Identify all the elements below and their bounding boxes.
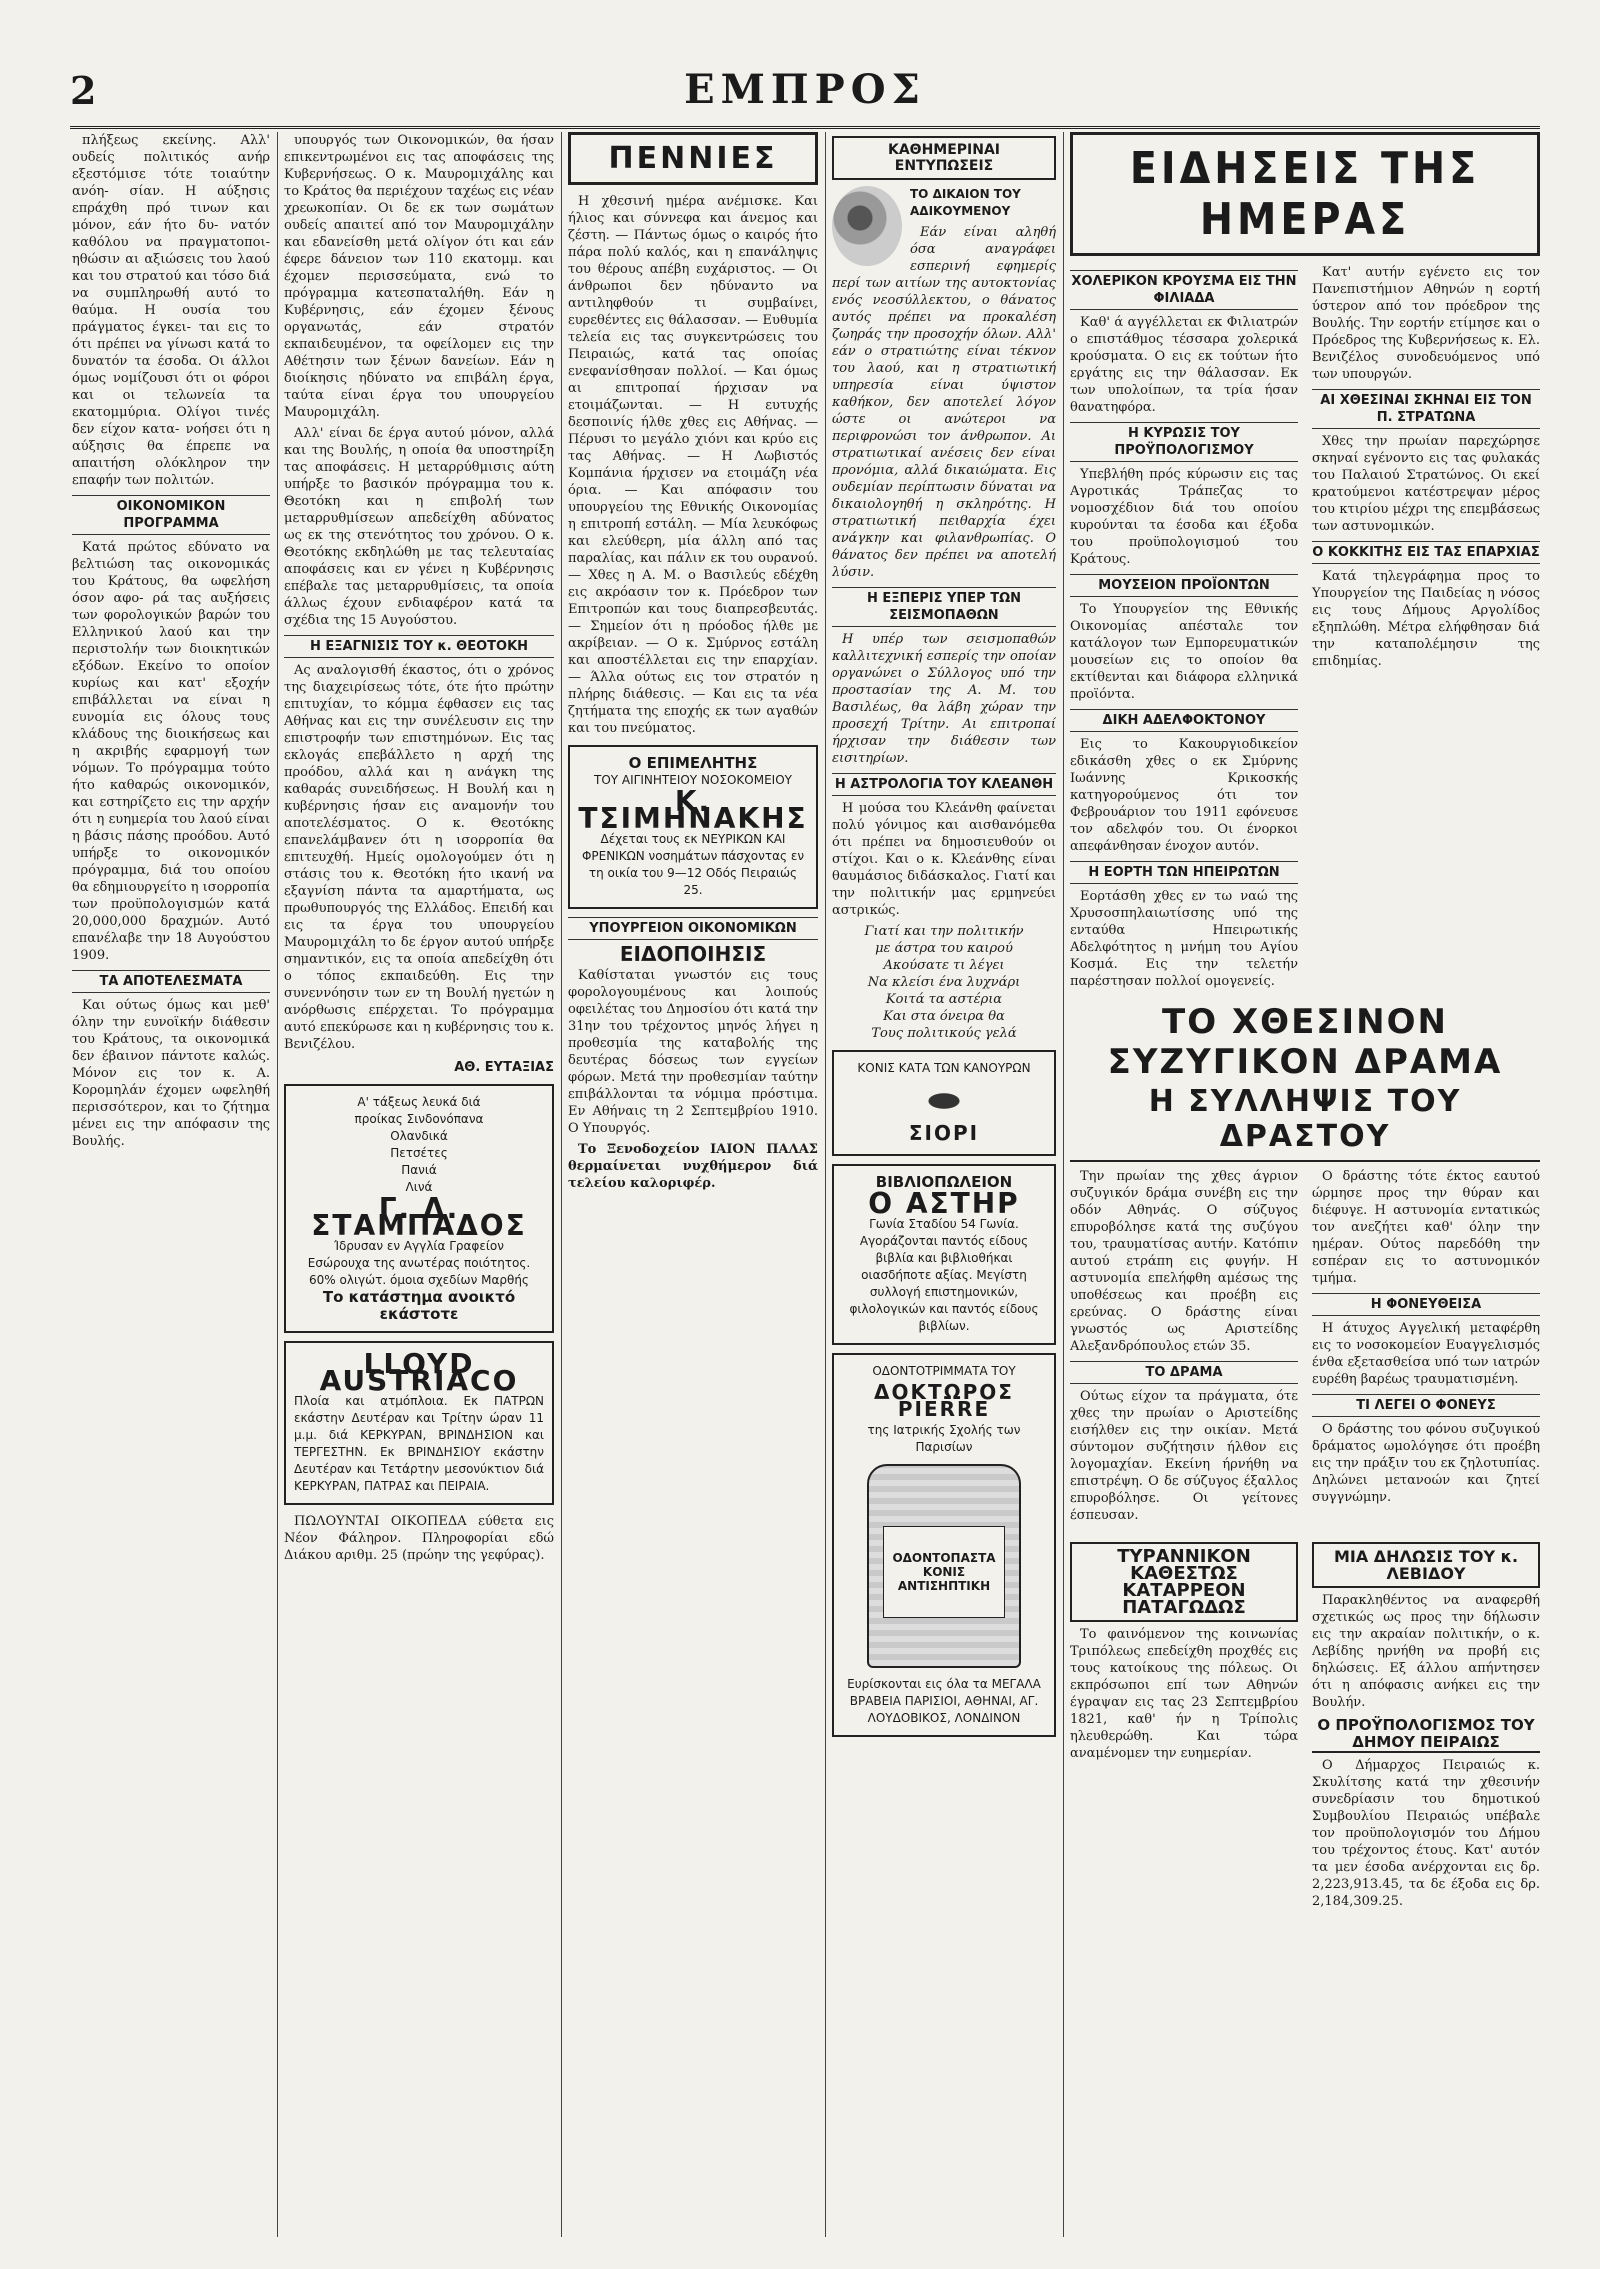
section-heading: ΤΟ ΔΙΚΑΙΟΝ ΤΟΥ ΑΔΙΚΟΥΜΕΝΟΥ <box>910 187 1021 218</box>
lower-right <box>1312 1536 1540 1914</box>
ad-line: Λινά <box>405 1180 433 1194</box>
article-text: Το Υπουργείον της Εθνικής Οικονομίας απέσταλε τον κατάλογον των Εμπορευματικών μουσείων εις το οποίον θα εκτίθενται και διάφορα ελληνικά προϊόντα. <box>1070 602 1298 702</box>
article-text: Ο δράστης τότε έκτος εαυτού ώρμησε προς την θύραν και διέφυγε. Η αστυνομία εντατικώς τον ανεζήτει καθ' όλην την ημέραν. Ούτος παρεδόθη την εσπέραν εις το αστυνομικόν τμήμα. <box>1312 1169 1540 1286</box>
advertisement-siori <box>832 1050 1056 1156</box>
ad-body: Γωνία Σταδίου 54 Γωνία. Αγοράζονται παντός είδους βιβλία και βιβλιοθήκαι οιασδήποτε αξίας. Μεγίστη συλλογή επιστημονικών, φιλολογικών και παντός είδους βιβλίων. <box>849 1217 1039 1333</box>
article-text: ΠΩΛΟΥΝΤΑΙ ΟΙΚΟΠΕΔΑ εύθετα εις Νέον Φάληρον. Πληροφορίαι εδώ Διάκου αριθμ. 25 (πρώην της γεφύρας). <box>284 1514 554 1563</box>
article-text: Και ούτως όμως και μεθ' όλην την ευνοϊκήν διάθεσιν του Κράτους, τα οικονομικά δεν έβαινον πάντοτε καλώς. Μόνον εις τον κ. Α. Κορομηλάν έχομεν ωφεληθή περισσότερον, και το ζήτημα μένει εις την απόφασιν της Βουλής. <box>72 998 270 1149</box>
ad-line: προίκας Σινδονόπανα <box>354 1112 484 1126</box>
poem-line: Και στα όνειρα θα <box>883 1009 1005 1024</box>
article-text: Καθ' ά αγγέλλεται εκ Φιλιατρών ο επιστάθμος τέσσαρα χολερικά κρούσματα. Ο εις εκ τούτων ήτο εργάτης εις την θάλασσαν. Εκ των υπολοίπων, τα τρία ήσαν θανατηφόρα. <box>1070 315 1298 415</box>
ad-line: Πετσέτες <box>390 1146 448 1160</box>
article-text: Αλλ' είναι δε έργα αυτού μόνον, αλλά και της Βουλής, η οποία θα υποστηρίξη τας αποφάσεις. Η μεταρρύθμισις αύτη υπήρξε το βασικόν πρόγραμμα του κ. Θεοτόκη και η επιβολή των μεταρρυθμίσεων απεδείχθη αδύνατος ως εκ της στενότητος του χρόνου. Ο κ. Θεοτόκης εκδηλώθη με τας τελευταίας αποφάσεις και εν γένει η Κυβέρνησις επέβαλε τας μεταρρυθμίσεις, τα οποία άλλως έχουν ενδιαφέρον κατά τα σχέδια της 15 Αυγούστου. <box>284 426 554 628</box>
article-text: Κατά τηλεγράφημα προς το Υπουργείον της Παιδείας η νόσος εις τους Δήμους Αργολίδος εξηπλώθη. Μέτρα ελήφθησαν διά την καταπολέμησιν της επιδημίας. <box>1312 569 1540 669</box>
section-heading: Η ΕΞΑΓΝΙΣΙΣ ΤΟΥ κ. ΘΕΟΤΟΚΗ <box>284 635 554 658</box>
hotel-notice: Το Ξενοδοχείον ΙΑΙΟΝ ΠΑΛΑΣ θερμαίνεται νυχθήμερον διά τελείου καλοριφέρ. <box>568 1142 818 1191</box>
column-rule <box>561 132 562 2237</box>
section-heading: Η ΚΥΡΩΣΙΣ ΤΟΥ ΠΡΟΫΠΟΛΟΓΙΣΜΟΥ <box>1070 422 1298 462</box>
ad-body: Πλοία και ατμόπλοια. Εκ ΠΑΤΡΩΝ εκάστην Δευτέραν και Τρίτην ώραν 11 μ.μ. διά ΚΕΡΚΥΡΑΝ, ΒΡΙΝΔΗΣΙΟΝ και ΤΕΡΓΕΣΤΗΝ. Εκ ΒΡΙΝΔΗΣΙΟΥ εκάστην Δευτέραν και Τετάρτην μεσονύκτιον διά ΚΕΡΚΥΡΑΝ, ΠΑΤΡΑΣ και ΠΕΙΡΑΙΑ. <box>294 1394 544 1493</box>
section-heading: ΟΙΚΟΝΟΜΙΚΟΝ ΠΡΟΓΡΑΜΜΑ <box>72 495 270 535</box>
article-text: Ο δράστης του φόνου συζυγικού δράματος ωμολόγησε ότι προέβη εις την πράξιν του εκ ζηλοτυπίας. Δηλώνει μετανοών και ζητεί συγγνώμην. <box>1312 1422 1540 1505</box>
section-heading: ΤΥΡΑΝΝΙΚΟΝ ΚΑΘΕΣΤΩΣ ΚΑΤΑΡΡΕΟΝ ΠΑΤΑΓΩΔΩΣ <box>1070 1542 1298 1622</box>
ad-sub: ΤΟΥ ΑΙΓΙΝΗΤΕΙΟΥ ΝΟΣΟΚΟΜΕΙΟΥ <box>594 773 792 787</box>
article-text: Παρακληθέντος να αναφερθή σχετικώς ως προς την δήλωσιν εις την ακραίαν πολιτικήν, ο κ. Λεβίδης ηρνήθη να προβή εις δηλώσεις. Εξ άλλου απήντησεν ότι η απόφασις ανήκει εις την Βουλήν. <box>1312 1593 1540 1710</box>
news-right <box>1312 264 1540 994</box>
bottle-illustration <box>867 1464 1021 1668</box>
poem-line: Τους πολιτικούς γελά <box>871 1026 1017 1041</box>
article-text: Χθες την πρωίαν παρεχώρησε σκηναί εγένοντο εις τας φυλακάς του Παλαιού Στρατώνος. Οι εκεί κρατούμενοι κατέστρεψαν μέρος του κτιρίου μέχρι της επεμβάσεως των αστυνομικών. <box>1312 434 1540 534</box>
article-text: Την πρωίαν της χθες άγριον συζυγικόν δράμα συνέβη εις την οδόν Αθηνάς. Ο σύζυγος επυροβόλησε κατά της συζύγου του, τραυματίσας αυτήν. Κατόπιν αυτού ετράπη εις φυγήν. Η αστυνομία επελήφθη αμέσως της υποθέσεως και προέβη εις ερεύνας. Ο δράστης είναι γνωστός ως Αριστείδης Αλεξανδρόπουλος ετών 35. <box>1070 1169 1298 1354</box>
ad-tail: Το κατάστημα ανοικτό εκάστοτε <box>322 1288 516 1323</box>
ad-line: Α' τάξεως λευκά διά <box>357 1095 481 1109</box>
bottle-label: ΟΔΟΝΤΟΠΑΣΤΑ ΚΟΝΙΣ ΑΝΤΙΣΗΠΤΙΚΗ <box>883 1526 1005 1618</box>
article-text: Η χθεσινή ημέρα ανέμισκε. Και ήλιος και σύννεφα και άνεμος και ζέστη. — Πάντως όμως ο καιρός ήτο πάρα πολύ καλός, και η επανάληψις του θέρους απέβη ευχάριστος. — Οι άνθρωποι δεν ηδύναντο να αντιληφθούν τι συμβαίνει, ευρεθέντες εις θάλασσαν. — Ευθυμία τελεία εις τας συγκεντρώσεις του Πειραιώς, κατά τας οποίας ενεφανίσθησαν πολλοί. — Και όμως αι επιτροπαί ήρχισαν να ετοιμάζωνται. — Η ευτυχής δεσποινίς ήλθε χθες εις Αθήνας. — Πέρυσι το μεγάλο χιόνι και κρύο εις τας Αθήνας. — Η Λωβιστός Κομπάνια ήρχισεν να ετοιμάζη νέα όρια. — Και απόφασιν του υπουργείου της Εθνικής Οικονομίας η επιτροπή εστάλη. — Μία λευκόφως και ελεύθερη, μία άλλη από τας παραλίας, και πάλιν εκ του ουρανού. — Χθες η Α. Μ. ο Βασιλεύς εδέχθη εις ακρόασιν τον κ. Πρόεδρον των Επιτροπών και τους διαπρεσβευτάς. — Σημείον ότι η πρόοδος ήλθε με ακρίβειαν. — Ο κ. Σμύρνος εστάλη και αποστέλλεται εις την επαρχίαν. — Άλλα ούτως εις τον στρατόν η πλήρης διάθεσις. — Και εις τα νέα ζητήματα της εποχής εκ των αγαθών και του πνεύματος. <box>568 194 818 736</box>
article-text: Η υπέρ των σεισμοπαθών καλλιτεχνική εσπερίς την οποίαν οργανώνει ο Σύλλογος υπό την προστασίαν της Α. Μ. του Βασιλέως, θα λάβη χώραν την προσεχή Τρίτην. Αι επιτροπαί ήρχισαν την διάθεσιν των εισιτηρίων. <box>832 632 1056 766</box>
article-text: Εορτάσθη χθες εν τω ναώ της Χρυσοσπηλαιωτίσσης υπό της ενταύθα Ηπειρωτικής Αδελφότητος η μνήμη του Αγίου Κοσμά. Εις την τελετήν παρέστησαν πολλοί ομογενείς. <box>1070 889 1298 989</box>
drama-left <box>1070 1168 1298 1528</box>
article-text: Ο Δήμαρχος Πειραιώς κ. Σκυλίτσης κατά την χθεσινήν συνεδρίασιν του δημοτικού Συμβουλίου Πειραιώς υπέβαλε τον προϋπολογισμόν του Δήμου του τρέχοντος έτους. Κατ' αυτόν τα μεν έσοδα ανέρχονται εις δρ. 2,223,913.45, τα δε έξοδα εις δρ. 2,184,309.25. <box>1312 1758 1540 1909</box>
ad-name: ΔΟΚΤΩΡΟΣ PIERRE <box>874 1380 1014 1421</box>
advertisement-bookshop <box>832 1164 1056 1345</box>
section-heading: ΑΙ ΧΘΕΣΙΝΑΙ ΣΚΗΝΑΙ ΕΙΣ ΤΟΝ Π. ΣΤΡΑΤΩΝΑ <box>1312 389 1540 429</box>
column-5 <box>1070 132 1540 2237</box>
signature: ΑΘ. ΕΥΤΑΞΙΑΣ <box>454 1060 554 1075</box>
peacock-illustration <box>832 186 902 266</box>
notices-heading: ΕΙΔΟΠΟΙΗΣΙΣ <box>619 942 767 966</box>
poem-line: Να κλείσι ένα λυχνάρι <box>867 975 1021 990</box>
poem-line: με άστρα του καιρού <box>875 941 1013 956</box>
ad-sub: της Ιατρικής Σχολής των Παρισίων <box>867 1423 1021 1454</box>
column-2 <box>284 132 554 2237</box>
advertisement-toothpowder <box>832 1353 1056 1737</box>
ad-title: ΒΙΒΛΙΟΠΩΛΕΙΟΝ <box>875 1173 1013 1191</box>
newspaper-title: ΕΜΠΡΟΣ <box>684 66 926 113</box>
ad-sub: Ίδρυσαν εν Αγγλία Γραφείον <box>334 1239 504 1253</box>
ad-name: Κ. ΤΣΙΜΗΝΑΚΗΣ <box>578 785 808 835</box>
page-number: 2 <box>70 68 97 113</box>
drama-headline: ΤΟ ΧΘΕΣΙΝΟΝ ΣΥΖΥΓΙΚΟΝ ΔΡΑΜΑ <box>1107 1002 1503 1082</box>
column-rule <box>277 132 278 2237</box>
lower-grid <box>1070 1536 1540 1914</box>
ad-body: Ευρίσκονται εις όλα τα ΜΕΓΑΛΑ ΒΡΑΒΕΙΑ ΠΑΡΙΣΙΟΙ, ΑΘΗΝΑΙ, ΑΓ. ΛΟΥΔΟΒΙΚΟΣ, ΛΟΝΔΙΝΟΝ <box>847 1677 1041 1725</box>
ad-line: ΚΟΝΙΣ ΚΑΤΑ ΤΩΝ ΚΑΝΟΥΡΩΝ <box>857 1061 1031 1075</box>
article-text: Υπεβλήθη πρός κύρωσιν εις τας Αγροτικάς Τράπεζας το νομοσχέδιον διά του οποίου κυρούνται τα έσοδα και έξοδα του προϋπολογισμού του Κράτους. <box>1070 467 1298 567</box>
article-text: Η μούσα του Κλεάνθη φαίνεται πολύ γόνιμος και αισθανόμεθα ότι πρέπει να δημοσιευθούν οι στίχοι. Και ο κ. Κλεάνθης είναι θαυμάσιος διδάσκαλος. Γιατί και την πολιτικήν μας ερμηνεύει αστρικώς. <box>832 801 1056 918</box>
section-heading: Η ΦΟΝΕΥΘΕΙΣΑ <box>1312 1293 1540 1316</box>
section-heading: Η ΕΞΠΕΡΙΣ ΥΠΕΡ ΤΩΝ ΣΕΙΣΜΟΠΑΘΩΝ <box>832 587 1056 627</box>
section-heading: Η ΕΟΡΤΗ ΤΩΝ ΗΠΕΙΡΩΤΩΝ <box>1070 861 1298 884</box>
ad-name: ΣΙΟΡΙ <box>908 1121 980 1145</box>
ad-line: ΟΔΟΝΤΟΤΡΙΜΜΑΤΑ ΤΟΥ <box>872 1364 1016 1378</box>
article-text: Ούτως είχον τα πράγματα, ότε χθες την πρωίαν ο Αριστείδης εισήλθεν εις την οικίαν. Μετά σύντομον συζήτησιν ήλθον εις λογομαχίαν. Εκείνη ήρνήθη να επιστρέψη. Ο δε σύζυγος έξαλλος επυροβόλησε. Οι γείτονες έσπευσαν. <box>1070 1389 1298 1523</box>
drama-grid <box>1070 1168 1540 1528</box>
ad-line: Ολανδικά <box>390 1129 448 1143</box>
article-text: Η άτυχος Αγγελική μεταφέρθη εις το νοσοκομείον Ευαγγελισμός ένθα εξετασθείσα υπό των ιατρών ευρέθη βαρέως τραυματισμένη. <box>1312 1321 1540 1387</box>
lower-left <box>1070 1536 1298 1914</box>
article-text: Κατά πρώτος εδύνατο να βελτιώση τας οικονομικάς του Κράτους, θα ωφελήση όσον αφο- ρά τας αυξήσεις των φορολογικών βαρών του Ελληνικού λαού και την περιστολήν των διοικητικών εξόδων. Εκείνο το οποίον κυρίως και κατ' εξοχήν επιβάλλεται να είναι η ευνομία εις όλους τους κλάδους της διοικήσεως και η ακριβής εφαρμογή των νόμων. Το πρόγραμμα τούτο ήτο καθαρώς οικονομικόν, και εστηρίζετο εις την αρχήν ότι η ευημερία του λαού είναι η βάσις πάσης προόδου. Αυτό υπήρξε το οικονομικόν πρόγραμμα, διά του οποίου θα εδημιουργείτο η ισορροπία των προϋπολογισμών κατά 20,000,000 δραχμών. Αυτό επανέλαβε την 18 Αυγούστου 1909. <box>72 540 270 963</box>
section-heading: ΜΟΥΣΕΙΟΝ ΠΡΟΪΟΝΤΩΝ <box>1070 574 1298 597</box>
section-heading: Ο ΠΡΟΫΠΟΛΟΓΙΣΜΟΣ ΤΟΥ ΔΗΜΟΥ ΠΕΙΡΑΙΩΣ <box>1312 1717 1540 1753</box>
news-grid <box>1070 264 1540 994</box>
poem-line: Ακούσατε τι λέγει <box>883 958 1005 973</box>
section-heading: ΔΙΚΗ ΑΔΕΛΦΟΚΤΟΝΟΥ <box>1070 709 1298 732</box>
pennies-title: ΠΕΝΝΙΕΣ <box>568 132 818 185</box>
news-banner: ΕΙΔΗΣΕΙΣ ΤΗΣ ΗΜΕΡΑΣ <box>1070 132 1540 256</box>
section-heading: Ο ΚΟΚΚΙΤΗΣ ΕΙΣ ΤΑΣ ΕΠΑΡΧΙΑΣ <box>1312 541 1540 564</box>
section-heading: ΤΟ ΔΡΑΜΑ <box>1070 1361 1298 1384</box>
masthead <box>70 60 1540 129</box>
ad-title: Ο ΕΠΙΜΕΛΗΤΗΣ <box>628 754 758 772</box>
column-4 <box>832 132 1056 2237</box>
section-heading: ΤΙ ΛΕΓΕΙ Ο ΦΟΝΕΥΣ <box>1312 1394 1540 1417</box>
ad-name: Γ. Δ. ΣΤΑΜΠΑΔΟΣ <box>311 1192 527 1242</box>
article-text: πλήξεως εκείνης. Αλλ' ουδείς πολιτικός ανήρ εξεστόμισε τότε τοιαύτην ανόη- σίαν. Η αύξησις επράχθη πρό τινων και μόνον, εάν ήτο δυ- νατόν καθόλου να πραγματοποι- ηθώσιν αι αξιώσεις του λαού και του στρατού και τόσο διά να συμπληρωθή αυτό το θαύμα. Η ουσία του πράγματος έγκει- ται εις το ότι πρέπει να γίνωσι κατά το δυνατόν τα έσοδα. Οι άλλοι όμως νομίζουσι ότι οι φόροι και οι τελωνεία τα εκατομμύρια. Ολίγοι τινές δεν είχον κατα- νοήσει ότι η αύξησις θα έπρεπε να απαιτήση ολόκληρον την επαφήν των πολιτών. <box>72 133 270 488</box>
advertisement-lloyd <box>284 1341 554 1505</box>
poem-line: Κοιτά τα αστέρια <box>885 992 1003 1007</box>
drama-right <box>1312 1168 1540 1528</box>
ad-body: Δέχεται τους εκ ΝΕΥΡΙΚΩΝ ΚΑΙ ΦΡΕΝΙΚΩΝ νοσημάτων πάσχοντας εν τη οικία του 9—12 Οδός Πειραιώς 25. <box>581 832 805 897</box>
column-3 <box>568 132 818 2237</box>
drama-subheadline: Η ΣΥΛΛΗΨΙΣ ΤΟΥ ΔΡΑΣΤΟΥ <box>1070 1084 1540 1162</box>
news-left <box>1070 264 1298 994</box>
ad-name: Ο ΑΣΤΗΡ <box>868 1187 1020 1220</box>
article-text: Εις το Κακουργιοδικείον εδικάσθη χθες ο εκ Σμύρνης Ιωάννης Κρικοσκής κατηγορούμενος ότι τον Φεβρουάριον του 1911 εφόνευσε τον αδελφόν του. Οι ένορκοι απεφάνθησαν ένοχον αυτόν. <box>1070 737 1298 854</box>
advertisement-stampados <box>284 1084 554 1333</box>
section-heading: ΜΙΑ ΔΗΛΩΣΙΣ ΤΟΥ κ. ΛΕΒΙΔΟΥ <box>1312 1542 1540 1588</box>
column-1 <box>72 132 270 2237</box>
article-text: Το φαινόμενον της κοινωνίας Τριπόλεως επεδείχθη προχθές εις τους κατοίκους της πόλεως. Οι εκπρόσωποι επί των Αθηνών έγραψαν εις τας 23 Σεπτεμβρίου 1821, καθ' ήν η Τρίπολις ηλευθερώθη. Και τώρα αναμένομεν την ευημερίαν. <box>1070 1627 1298 1761</box>
ad-name: LLOYD AUSTRIACO <box>319 1347 519 1397</box>
article-text: Εάν είναι αληθή όσα αναγράφει εσπερινή εφημερίς περί των αιτίων της αυτοκτονίας ενός νεοσύλλεκτου, ο θάνατος αυτός πρέπει να προκαλέση ζωηράς την προσοχήν όλων. Αλλ' εάν ο στρατιώτης είναι τέκνον του λαού, και η στρατιωτική υπηρεσία είναι ύψιστον καθήκον, δεν αποτελεί λόγον ώστε οι ανώτεροι να περιφρονώσι τον άνθρωπον. Αι στρατιωτικαί ανέσεις δεν είναι προνόμια, αλλά δικαιώματα. Εις ουδεμίαν περίπτωσιν δύναται να δικαιολογηθή η σκληρότης. Η στρατιωτική πειθαρχία έχει ανάγκην και φιλανθρωπίας. Ο θάνατος δεν πρέπει να αποτελή λύσιν. <box>832 225 1056 580</box>
section-heading: ΤΑ ΑΠΟΤΕΛΕΣΜΑΤΑ <box>72 970 270 993</box>
section-heading: ΧΟΛΕΡΙΚΟΝ ΚΡΟΥΣΜΑ ΕΙΣ ΤΗΝ ΦΙΛΙΑΔΑ <box>1070 270 1298 310</box>
advertisement-doctor <box>568 745 818 909</box>
section-heading: Η ΑΣΤΡΟΛΟΓΙΑ ΤΟΥ ΚΛΕΑΝΘΗ <box>832 773 1056 796</box>
ad-line: Πανιά <box>401 1163 437 1177</box>
bug-icon <box>904 1081 984 1121</box>
column-rule <box>825 132 826 2237</box>
poem-line: Γιατί και την πολιτικήν <box>864 924 1024 939</box>
impressions-title: ΚΑΘΗΜΕΡΙΝΑΙ ΕΝΤΥΠΩΣΕΙΣ <box>832 136 1056 180</box>
article-text: Κατ' αυτήν εγένετο εις τον Πανεπιστήμιον Αθηνών η εορτή ύστερον από τον πρόεδρον της Βουλής. Την εορτήν ετίμησε και ο Πρόεδρος της Κυβερνήσεως κ. Ελ. Βενιζέλος συνοδευόμενος υπό των υπουργών. <box>1312 265 1540 382</box>
ad-body: Εσώρουχα της ανωτέρας ποιότητος. 60% ολιγώτ. όμοια σχεδίων Μαρθής <box>307 1256 531 1287</box>
column-rule <box>1063 132 1064 2237</box>
poem <box>832 923 1056 1042</box>
ministry-heading: ΥΠΟΥΡΓΕΙΟΝ ΟΙΚΟΝΟΜΙΚΩΝ <box>568 917 818 940</box>
article-text: Ας αναλογισθή έκαστος, ότι ο χρόνος της διαχειρίσεως τότε, ότε ήτο πρώτην επιτυχίαν, το κόμμα έφθασεν εις τας Αθήνας και εις την συνέλευσιν εις την επιστροφήν των επιστημόνων. Εις τας εκλογάς επεβάλλετο η αρχή της προόδου, αλλά και η ανάγκη της καθαράς συνειδήσεως. Η Βουλή και η κυβέρνησις ήσαν εις αναμονήν του αποτελέσματος. Ο κ. Θεοτόκης επανελάμβανεν ότι η ισορροπία θα επιτευχθή. Ημείς ομολογούμεν ότι η στάσις του κ. Θεοτόκη ήτο ικανή να εξαγνίση πάντα τα αμαρτήματα, ως πρωθυπουργός της Ελλάδος. Επειδή και εις τα έργα του υπουργείου Μαυρομιχάλη το δε έργον αυτού υπήρξε σημαντικόν, εις τα οποία απεδείχθη ότι ο τόπος εκπαιδεύθη. Εις την συνεννόησιν των εν τη Βουλή ηγετών η ανόρθωσις επέρχεται. Το πρόγραμμα αυτό επεκύρωσε και η κυβέρνησις του κ. Βενιζέλου. <box>284 663 554 1052</box>
article-text: Καθίσταται γνωστόν εις τους φορολογουμένους και λοιπούς οφειλέτας του Δημοσίου ότι κατά την 31ην του τρέχοντος μηνός λήγει η προθεσμία της καταβολής της δευτέρας δόσεως των εγγείων φόρων. Μετά την προθεσμίαν ταύτην επιβάλλονται τα νόμιμα πρόστιμα. Εν Αθήναις τη 2 Σεπτεμβρίου 1910. Ο Υπουργός. <box>568 968 818 1136</box>
article-text: υπουργός των Οικονομικών, θα ήσαν επικεντρωμένοι εις τας αποφάσεις της Κυβερνήσεως. Ο κ. Μαυρομιχάλης και το Κράτος θα περιέχουν ταχέως εις νέαν χρεωκοπίαν. Οι δε εκ των σωμάτων ουδείς απαιτεί από τον Μαυρομιχάλην και εδανείσθη μετά ολίγον ότι και εάν έφερε δάνειον των 110 εκατομμ. και έχομεν περισσεύματα, ενώ το πρόγραμμα κατεσπαταλήθη. Εάν η Κυβέρνησις, εάν έχομεν ξένους οργανωτάς, εάν στρατόν εκπαιδευμένον, τα οφείλομεν εις την Αθέτησιν των ξένων δανείων. Εάν η διοίκησις ηδύνατο να επιβάλη έργα, ταύτα είναι έργα του υπουργείου Μαυρομιχάλη. <box>284 133 554 420</box>
